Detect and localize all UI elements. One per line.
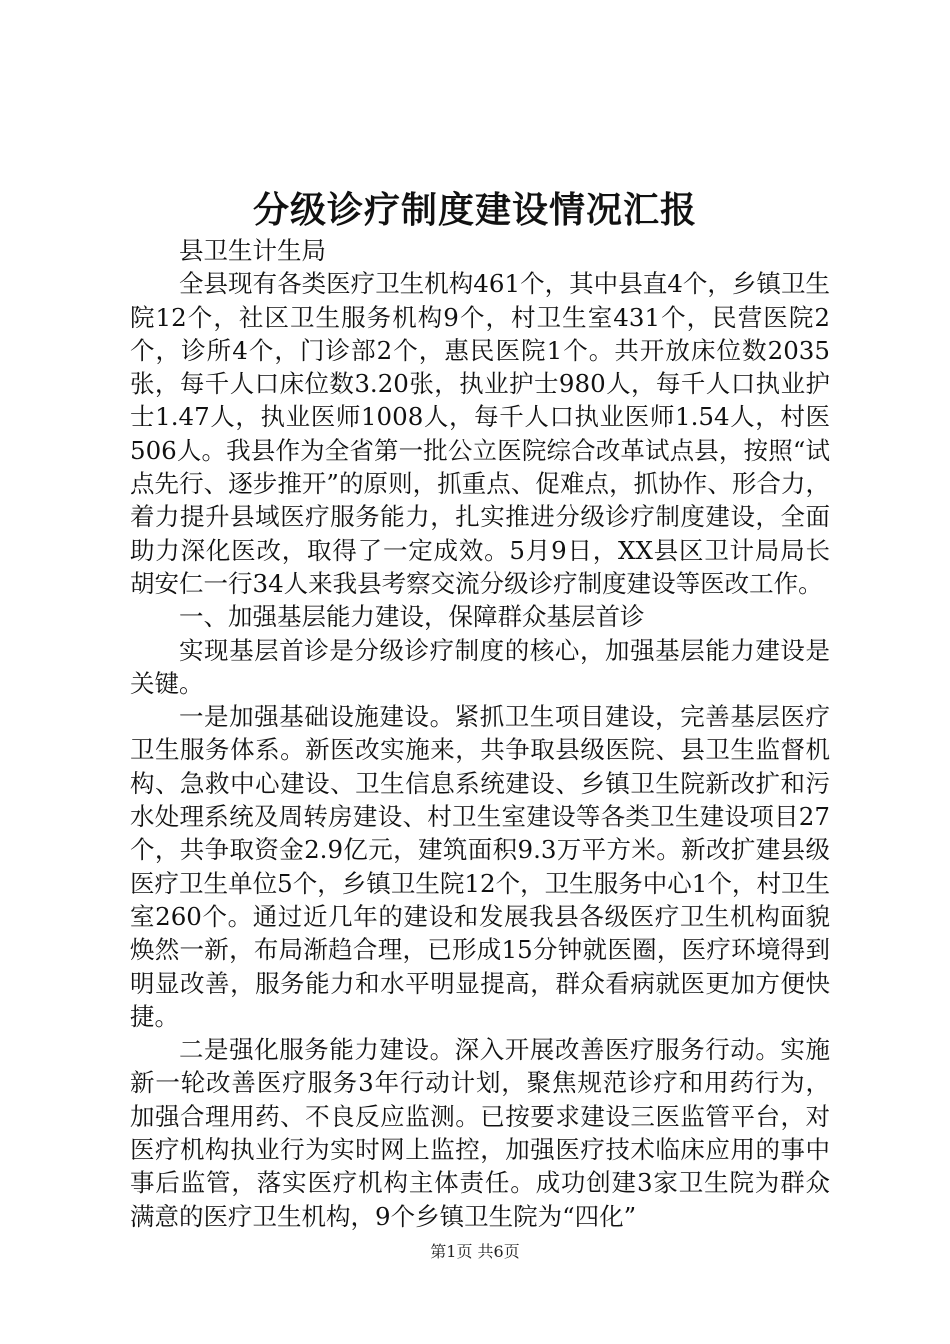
body-paragraph: 实现基层首诊是分级诊疗制度的核心，加强基层能力建设是关键。 xyxy=(130,635,830,698)
document-title: 分级诊疗制度建设情况汇报 xyxy=(252,189,697,231)
body-paragraph: 二是强化服务能力建设。深入开展改善医疗服务行动。实施新一轮改善医疗服务3年行动计划，聚焦规范诊疗和用药行为，加强合理用药、不良反应监测。已按要求建设三医监管平台，对医疗机构执业行为实时网上监控，加强医疗技术临床应用的事中事后监管，落实医疗机构主体责任。成功创建3家卫生院为群众满意的医疗卫生机构，9个乡镇卫生院为“四化” xyxy=(130,1035,830,1231)
section-heading: 一、加强基层能力建设，保障群众基层首诊 xyxy=(179,602,645,632)
body-paragraph: 全县现有各类医疗卫生机构461个，其中县直4个，乡镇卫生院12个，社区卫生服务机构9个，村卫生室431个，民营医院2个，诊所4个，门诊部2个，惠民医院1个。共开放床位数2035张，每千人口床位数3.20张，执业护士980人，每千人口执业护士1.47人，执业医师1008人，每千人口执业医师1.54人，村医506人。我县作为全省第一批公立医院综合改革试点县，按照“试点先行、逐步推开”的原则，抓重点、促难点，抓协作、形合力，着力提升县域医疗服务能力，扎实推进分级诊疗制度建设，全面助力深化医改，取得了一定成效。5月9日，XX县区卫计局局长胡安仁一行34人来我县考察交流分级诊疗制度建设等医改工作。 xyxy=(130,269,830,598)
author-line: 县卫生计生局 xyxy=(179,236,326,265)
page-number: 第1页 共6页 xyxy=(430,1242,520,1261)
body-paragraph: 一是加强基础设施建设。紧抓卫生项目建设，完善基层医疗卫生服务体系。新医改实施来，共争取县级医院、县卫生监督机构、急救中心建设、卫生信息系统建设、乡镇卫生院新改扩和污水处理系统及周转房建设、村卫生室建设等各类卫生建设项目27个，共争取资金2.9亿元，建筑面积9.3万平方米。新改扩建县级医疗卫生单位5个，乡镇卫生院12个，卫生服务中心1个，村卫生室260个。通过近几年的建设和发展我县各级医疗卫生机构面貌焕然一新，布局渐趋合理，已形成15分钟就医圈，医疗环境得到明显改善，服务能力和水平明显提高，群众看病就医更加方便快捷。 xyxy=(130,702,830,1031)
document-body xyxy=(130,234,830,1233)
